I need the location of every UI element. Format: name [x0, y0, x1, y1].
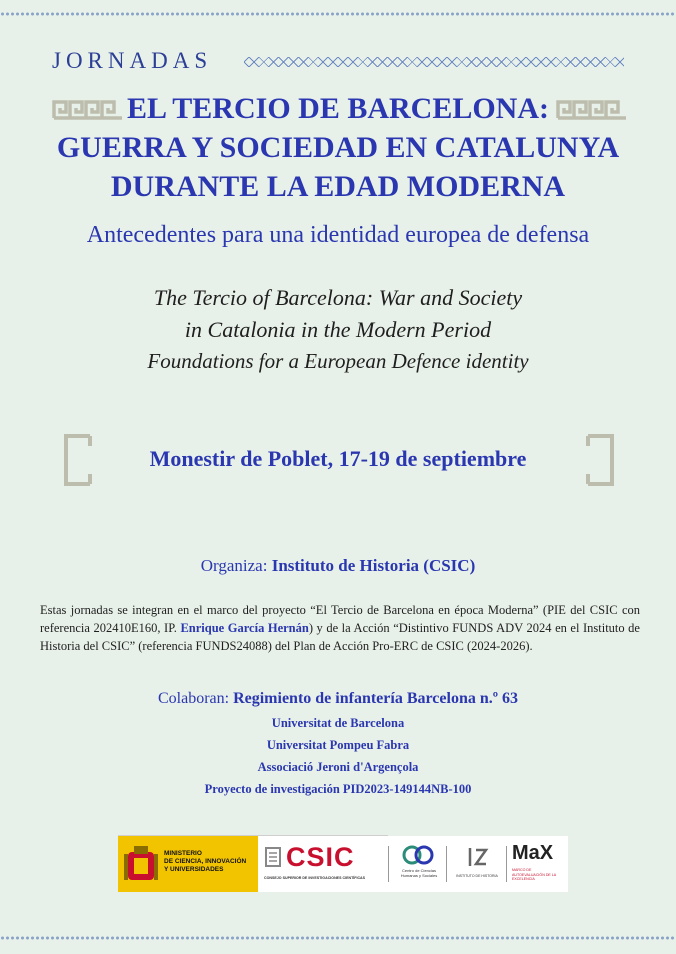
- list-item: Universitat de Barcelona: [271, 716, 405, 730]
- main-title: [0, 89, 676, 206]
- chain-ornament: [244, 57, 624, 67]
- principal-investigator: Enrique García Hernán: [180, 621, 309, 635]
- cchs-label: Centro de Ciencias Humanas y Sociales: [400, 868, 438, 878]
- max-subtitle: MARCO DE AUTOEVALUACIÓN DE LA EXCELENCIA: [512, 868, 557, 881]
- logo-separator: [446, 846, 447, 882]
- logo-separator: [388, 846, 389, 882]
- list-item: Associació Jeroni d'Argençola: [257, 760, 419, 774]
- paragraph-part-1: Estas jornadas se integran en el marco del proyecto “El Tercio de Barcelona en época Moderna” (PIE del CSIC con referencia 202410E160, IP.: [40, 603, 640, 635]
- logo-bar: [118, 836, 568, 892]
- organizer-label: Organiza:: [200, 556, 268, 575]
- max-wordmark: MaX: [512, 842, 554, 864]
- logo-separator: [506, 846, 507, 882]
- project-paragraph: [40, 601, 640, 655]
- subtitle: Antecedentes para una identidad europea de defensa: [86, 222, 590, 248]
- collaborators-label: Colaboran:: [157, 690, 230, 707]
- top-border: [0, 10, 676, 18]
- bottom-border: [0, 934, 676, 942]
- ministry-line-2: DE CIENCIA, INNOVACIÓN: [164, 858, 247, 865]
- ministry-logo: [118, 836, 258, 892]
- list-item: Universitat Pompeu Fabra: [266, 738, 410, 752]
- title-line-1: EL TERCIO DE BARCELONA:: [126, 92, 550, 125]
- coat-of-arms-icon: [124, 842, 158, 886]
- cchs-rings-icon: [402, 844, 434, 866]
- organizer-name: Instituto de Historia (CSIC): [271, 556, 476, 575]
- csic-logo: [264, 842, 382, 886]
- list-item: Proyecto de investigación PID2023-149144NB-100: [204, 782, 472, 796]
- organizer: [0, 556, 676, 576]
- english-title-line-1: The Tercio of Barcelona: War and Society: [153, 285, 523, 310]
- ministry-line-1: MINISTERIO: [164, 850, 202, 857]
- ministry-line-3: Y UNIVERSIDADES: [164, 866, 224, 873]
- collaborator-list: [0, 712, 676, 800]
- cchs-logo: [394, 842, 442, 886]
- collaborator-main: Regimiento de infantería Barcelona n.º 63: [233, 690, 519, 707]
- csic-wordmark: CSIC: [286, 842, 355, 872]
- ih-logo: [450, 842, 504, 886]
- collaborators: [0, 690, 676, 708]
- ih-label: INSTITUTO DE HISTORIA: [456, 874, 498, 878]
- venue-date: Monestir de Poblet, 17-19 de septiembre: [149, 446, 527, 471]
- csic-subtitle: CONSEJO SUPERIOR DE INVESTIGACIONES CIENTÍFICAS: [264, 876, 366, 880]
- max-logo: [510, 842, 566, 886]
- csic-emblem-icon: [264, 846, 282, 868]
- title-line-3: DURANTE LA EDAD MODERNA: [110, 170, 566, 203]
- paragraph-part-2: ) y de la Acción “Distintivo FUNDS ADV 2024 en el Instituto de Historia del CSIC” (referencia FUNDS24088) del Plan de Acción Pro-ERC de CSIC (2024-2026).: [40, 621, 640, 653]
- english-title-line-2: in Catalonia in the Modern Period: [184, 317, 492, 342]
- english-subtitle: Foundations for a European Defence identity: [147, 349, 529, 373]
- kicker: JORNADAS: [52, 48, 213, 73]
- title-line-2: GUERRA Y SOCIEDAD EN CATALUNYA: [56, 131, 620, 164]
- ih-monogram-icon: [464, 844, 490, 870]
- english-title: [0, 282, 676, 346]
